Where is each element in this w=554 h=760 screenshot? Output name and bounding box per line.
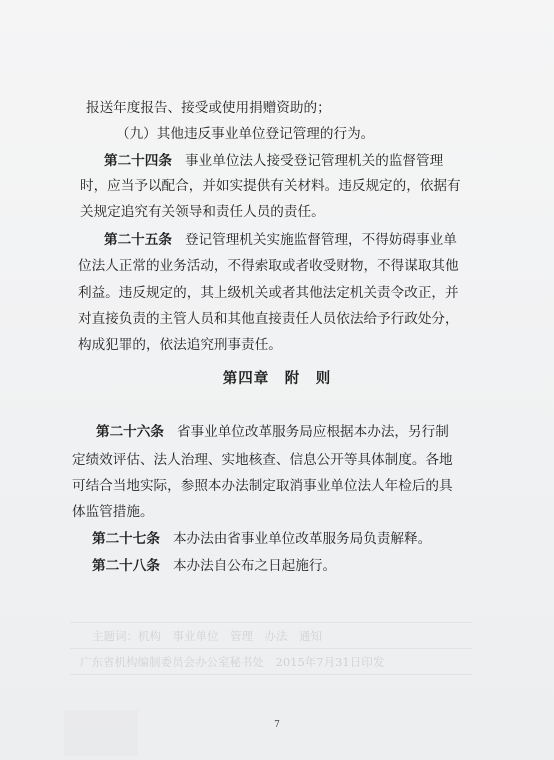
text-line: 可结合当地实际，参照本办法制定取消事业单位法人年检后的具 bbox=[72, 478, 453, 494]
faded-subject-line: 主题词：机构 事业单位 管理 办法 通知 bbox=[92, 629, 322, 643]
text-line: 利益。违反规定的，其上级机关或者其他法定机关责令改正，并 bbox=[78, 285, 459, 301]
article-text: 登记管理机关实施监督管理，不得妨碍事业单 bbox=[184, 232, 457, 248]
text-line: 对直接负责的主管人员和其他直接责任人员依法给予行政处分， bbox=[78, 311, 459, 327]
text-line: 定绩效评估、法人治理、实地核查、信息公开等具体制度。各地 bbox=[72, 452, 453, 468]
article-28 bbox=[92, 557, 336, 575]
article-number: 第二十七条 bbox=[92, 531, 160, 547]
scan-smudge bbox=[64, 710, 138, 756]
text-line: 关规定追究有关领导和责任人员的责任。 bbox=[80, 204, 325, 220]
footer-rule bbox=[70, 648, 472, 649]
article-text: 事业单位法人接受登记管理机关的监督管理 bbox=[184, 153, 444, 169]
article-number: 第二十五条 bbox=[104, 232, 172, 248]
footer-rule bbox=[70, 622, 472, 623]
article-25 bbox=[104, 231, 457, 249]
article-24 bbox=[104, 152, 443, 170]
text-line: 时，应当予以配合，并如实提供有关材料。违反规定的，依据有 bbox=[80, 178, 461, 194]
article-number: 第二十六条 bbox=[96, 424, 164, 440]
footer-rule bbox=[70, 674, 472, 675]
article-text: 本办法由省事业单位改革服务局负责解释。 bbox=[172, 531, 432, 547]
text-line: 构成犯罪的，依法追究刑事责任。 bbox=[78, 337, 282, 353]
article-26 bbox=[96, 423, 449, 441]
article-text: 省事业单位改革服务局应根据本办法，另行制 bbox=[176, 424, 449, 440]
faded-print-line: 广东省机构编制委员会办公室秘书处 2015年7月31日印发 bbox=[80, 655, 385, 669]
text-line: 报送年度报告、接受或使用捐赠资助的； bbox=[86, 100, 331, 116]
text-line: （九）其他违反事业单位登记管理的行为。 bbox=[116, 126, 375, 142]
article-27 bbox=[92, 530, 431, 548]
article-number: 第二十八条 bbox=[92, 558, 160, 574]
text-line: 位法人正常的业务活动，不得索取或者收受财物，不得谋取其他 bbox=[78, 258, 459, 274]
article-number: 第二十四条 bbox=[104, 153, 172, 169]
text-line: 体监管措施。 bbox=[72, 504, 154, 520]
chapter-heading: 第四章 附 则 bbox=[222, 370, 332, 387]
page-number: 7 bbox=[274, 720, 280, 730]
article-text: 本办法自公布之日起施行。 bbox=[172, 558, 337, 574]
